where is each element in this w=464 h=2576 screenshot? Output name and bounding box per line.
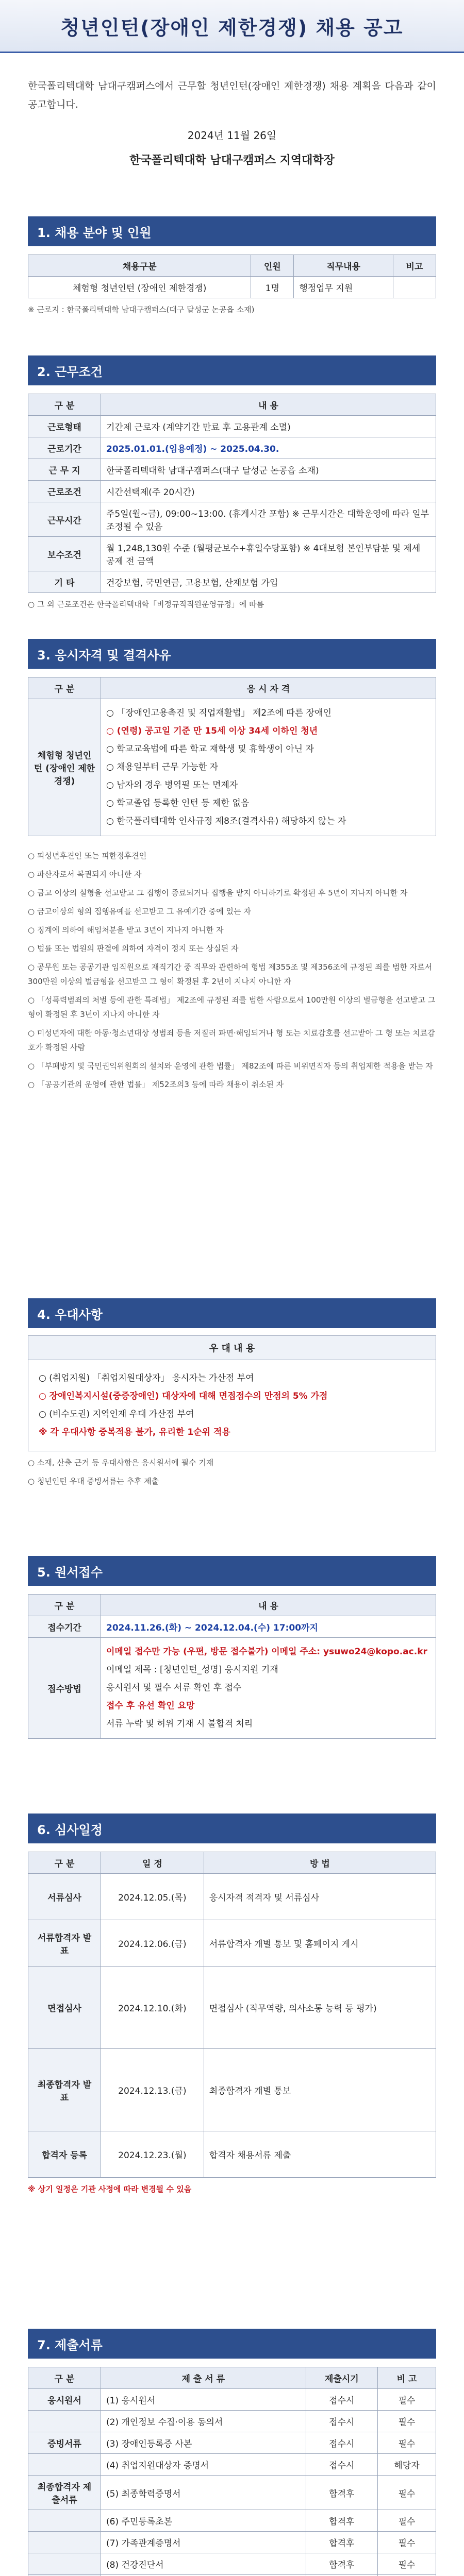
table-cell: 필수 bbox=[378, 2553, 436, 2575]
row-label: 접수기간 bbox=[28, 1616, 101, 1638]
table-cell: 합격후 bbox=[306, 2510, 377, 2532]
section-heading: 7. 제출서류 bbox=[28, 2329, 436, 2359]
table-cell: 필수 bbox=[378, 2532, 436, 2553]
table-cell: 필수 bbox=[378, 2432, 436, 2454]
list-item: 응시원서 및 필수 서류 확인 후 접수 bbox=[106, 1683, 242, 1693]
col-header: 인원 bbox=[251, 255, 294, 277]
table-cell: (4) 취업지원대상자 증명서 bbox=[101, 2454, 306, 2476]
col-header: 구 분 bbox=[28, 394, 101, 416]
row-label: 근로기간 bbox=[28, 437, 101, 459]
list-item: ○ 미성년자에 대한 아동·청소년대상 성범죄 등을 저질러 파면·해임되거나 형 또는 치료감호를 선고받아 그 형 또는 치료감호가 확정된 사람 bbox=[28, 1028, 435, 1052]
section-qualifications bbox=[28, 639, 436, 1092]
col-header: 비고 bbox=[393, 255, 436, 277]
list-item: ○ 피성년후견인 또는 피한정후견인 bbox=[28, 851, 147, 860]
list-item: ○ 청년인턴 우대 증빙서류는 추후 제출 bbox=[28, 1477, 159, 1486]
table-cell: 2024.12.23.(월) bbox=[101, 2131, 204, 2178]
table-cell: 합격후 bbox=[306, 2476, 377, 2510]
section-heading: 5. 원서접수 bbox=[28, 1556, 436, 1586]
list-item: ○ 장애인복지시설(중증장애인) 대상자에 대해 면접점수의 만점의 5% 가점 bbox=[39, 1391, 328, 1401]
table-cell: (8) 건강진단서 bbox=[101, 2553, 306, 2575]
table-cell: 2025.01.01.(임용예정) ~ 2025.04.30. bbox=[101, 437, 436, 459]
table-cell bbox=[393, 277, 436, 298]
issuer-name: 한국폴리텍대학 남대구캠퍼스 지역대학장 bbox=[129, 154, 335, 167]
table-cell: (2) 개인정보 수집·이용 동의서 bbox=[101, 2411, 306, 2432]
table-cell: 접수시 bbox=[306, 2432, 377, 2454]
col-header: 응 시 자 격 bbox=[101, 677, 436, 699]
col-header: 구 분 bbox=[28, 1595, 101, 1616]
col-header: 내 용 bbox=[101, 1595, 436, 1616]
table-cell: 1명 bbox=[251, 277, 294, 298]
row-label bbox=[28, 2510, 101, 2532]
row-label bbox=[28, 2532, 101, 2553]
list-item: ※ 각 우대사항 중복적용 불가, 유리한 1순위 적용 bbox=[39, 1427, 230, 1437]
table-cell: (5) 최종학력증명서 bbox=[101, 2476, 306, 2510]
list-item: 서류 누락 및 허위 기재 시 불합격 처리 bbox=[106, 1719, 253, 1729]
list-item: ○ 「부패방지 및 국민권익위원회의 설치와 운영에 관한 법률」 제82조에 따른 비위면직자 등의 취업제한 적용을 받는 자 bbox=[28, 1061, 433, 1071]
announcement-date: 2024년 11월 26일 bbox=[187, 129, 277, 142]
box-heading: 우 대 내 용 bbox=[28, 1335, 436, 1360]
documents-table bbox=[28, 2367, 436, 2576]
row-label bbox=[28, 2454, 101, 2476]
section-conditions bbox=[28, 355, 436, 612]
section-heading: 6. 심사일정 bbox=[28, 1814, 436, 1843]
list-item: ○ 금고 이상의 실형을 선고받고 그 집행이 종료되거나 집행을 받지 아니하기로 확정된 후 5년이 지나지 아니한 자 bbox=[28, 888, 408, 897]
row-label: 근로조건 bbox=[28, 481, 101, 502]
col-header: 구 분 bbox=[28, 2367, 101, 2389]
list-item: ○ 금고이상의 형의 집행유예를 선고받고 그 유예기간 중에 있는 자 bbox=[28, 907, 251, 916]
row-label: 보수조건 bbox=[28, 537, 101, 571]
table-cell: 합격자 채용서류 제출 bbox=[204, 2131, 436, 2178]
conditions-table bbox=[28, 394, 436, 593]
table-cell: 건강보험, 국민연금, 고용보험, 산재보험 가입 bbox=[101, 571, 436, 593]
row-label: 근무시간 bbox=[28, 502, 101, 537]
table-cell: 합격후 bbox=[306, 2532, 377, 2553]
row-label bbox=[28, 2411, 101, 2432]
list-item: ○ 파산자로서 복권되지 아니한 자 bbox=[28, 870, 142, 879]
list-item: ○ 남자의 경우 병역필 또는 면제자 bbox=[106, 780, 238, 790]
table-cell: (7) 가족관계증명서 bbox=[101, 2532, 306, 2553]
list-item: ○ 「장애인고용촉진 및 직업재활법」 제2조에 따른 장애인 bbox=[106, 708, 332, 718]
row-label: 서류심사 bbox=[28, 1874, 101, 1920]
page-title: 청년인턴(장애인 제한경쟁) 채용 공고 bbox=[0, 0, 464, 53]
section-positions bbox=[28, 216, 436, 317]
table-cell: 월 1,248,130원 수준 (월평균보수+휴일수당포함) ※ 4대보험 본인부담분 및 제세 공제 전 금액 bbox=[101, 537, 436, 571]
table-cell: 합격후 bbox=[306, 2553, 377, 2575]
row-label: 합격자 등록 bbox=[28, 2131, 101, 2178]
intro-text: 한국폴리텍대학 남대구캠퍼스에서 근무할 청년인턴(장애인 제한경쟁) 채용 계획을 다음과 같이 공고합니다. bbox=[28, 80, 436, 110]
section-heading: 3. 응시자격 및 결격사유 bbox=[28, 639, 436, 669]
table-cell: (1) 응시원서 bbox=[101, 2389, 306, 2411]
table-cell: 면접심사 (직무역량, 의사소통 능력 등 평가) bbox=[204, 1967, 436, 2049]
table-cell: 접수시 bbox=[306, 2389, 377, 2411]
col-header: 비 고 bbox=[378, 2367, 436, 2389]
list-item: 이메일 제목 : [청년인턴_성명] 응시지원 기재 bbox=[106, 1665, 278, 1675]
table-cell: 2024.12.13.(금) bbox=[101, 2049, 204, 2131]
table-cell: 2024.12.05.(목) bbox=[101, 1874, 204, 1920]
list-item: ○ 채용일부터 근무 가능한 자 bbox=[106, 762, 219, 772]
table-cell: 행정업무 지원 bbox=[294, 277, 393, 298]
application-table bbox=[28, 1594, 436, 1739]
table-cell: 필수 bbox=[378, 2411, 436, 2432]
table-cell: 2024.12.06.(금) bbox=[101, 1920, 204, 1967]
row-label: 서류합격자 발표 bbox=[28, 1920, 101, 1967]
section-heading: 4. 우대사항 bbox=[28, 1298, 436, 1328]
table-cell: 필수 bbox=[378, 2476, 436, 2510]
table-cell: 서류합격자 개별 통보 및 홈페이지 게시 bbox=[204, 1920, 436, 1967]
list-item: ○ 학교교육법에 따른 학교 재학생 및 휴학생이 아닌 자 bbox=[106, 744, 314, 754]
section-application bbox=[28, 1556, 436, 1739]
row-label: 기 타 bbox=[28, 571, 101, 593]
row-label: 근로형태 bbox=[28, 416, 101, 437]
section-documents bbox=[28, 2329, 436, 2576]
table-cell: 체험형 청년인턴 (장애인 제한경쟁) bbox=[28, 277, 251, 298]
section-heading: 1. 채용 분야 및 인원 bbox=[28, 216, 436, 246]
row-label bbox=[28, 2553, 101, 2575]
list-item: ○ 징계에 의하여 해임처분을 받고 3년이 지나지 아니한 자 bbox=[28, 925, 224, 935]
col-header: 방 법 bbox=[204, 1852, 436, 1874]
table-cell: 주5일(월~금), 09:00~13:00. (휴게시간 포함) ※ 근무시간은 대학운영에 따라 일부 조정될 수 있음 bbox=[101, 502, 436, 537]
list-item: ○ 「공공기관의 운영에 관한 법률」 제52조의3 등에 따라 채용이 취소된 자 bbox=[28, 1080, 284, 1089]
row-label: 응시원서 bbox=[28, 2389, 101, 2411]
section-schedule bbox=[28, 1814, 436, 2196]
table-cell: 접수시 bbox=[306, 2454, 377, 2476]
row-label: 최종합격자 발표 bbox=[28, 2049, 101, 2131]
conditions-note: ○ 그 외 근로조건은 한국폴리텍대학「비정규직직원운영규정」에 따름 bbox=[28, 600, 264, 609]
list-item: ○ 공무원 또는 공공기관 임직원으로 재직기간 중 직무와 관련하여 형법 제355조 및 제356조에 규정된 죄를 범한 자로서 300만원 이상의 벌금형을 선고받고 그 형이 확정된 후 2년이 지나지 아니한 자 bbox=[28, 962, 433, 986]
email-info: 이메일 접수만 가능 (우편, 방문 접수불가) 이메일 주소: ysuwo24@kopo.ac.kr bbox=[106, 1647, 427, 1657]
schedule-table bbox=[28, 1852, 436, 2178]
table-cell: 응시자격 적격자 및 서류심사 bbox=[204, 1874, 436, 1920]
col-header: 구 분 bbox=[28, 677, 101, 699]
row-label: 증빙서류 bbox=[28, 2432, 101, 2454]
list-item: ○ 학교졸업 등록한 인턴 등 제한 없음 bbox=[106, 798, 250, 808]
schedule-note: ※ 상기 일정은 기관 사정에 따라 변경될 수 있음 bbox=[28, 2184, 192, 2194]
worksite-note: ※ 근로지 : 한국폴리텍대학 남대구캠퍼스(대구 달성군 논공읍 소재) bbox=[28, 305, 255, 314]
section-preferences bbox=[28, 1298, 436, 1488]
list-item: ○ 소재, 산출 근거 등 우대사항은 응시원서에 필수 기재 bbox=[28, 1458, 214, 1467]
table-cell: 2024.12.10.(화) bbox=[101, 1967, 204, 2049]
table-cell: 필수 bbox=[378, 2389, 436, 2411]
row-label: 접수방법 bbox=[28, 1638, 101, 1739]
table-cell: (6) 주민등록초본 bbox=[101, 2510, 306, 2532]
row-label: 면접심사 bbox=[28, 1967, 101, 2049]
row-label: 체험형 청년인턴 (장애인 제한경쟁) bbox=[28, 699, 101, 836]
table-cell: 기간제 근로자 (계약기간 만료 후 고용관계 소멸) bbox=[101, 416, 436, 437]
row-label: 근 무 지 bbox=[28, 459, 101, 481]
section-heading: 2. 근무조건 bbox=[28, 355, 436, 385]
list-item: ○ (취업지원) 「취업지원대상자」 응시자는 가산점 부여 bbox=[39, 1373, 254, 1383]
list-item: ○ (연령) 공고일 기준 만 15세 이상 34세 이하인 청년 bbox=[106, 726, 318, 736]
positions-table bbox=[28, 255, 436, 298]
list-item: 접수 후 유선 확인 요망 bbox=[106, 1701, 195, 1711]
table-cell: 2024.11.26.(화) ~ 2024.12.04.(수) 17:00까지 bbox=[101, 1616, 436, 1638]
qualifications-table bbox=[28, 677, 436, 836]
list-item: ○ 「성폭력범죄의 처벌 등에 관한 특례법」 제2조에 규정된 죄를 범한 사람으로서 100만원 이상의 벌금형을 선고받고 그 형이 확정된 후 3년이 지나지 아니한 자 bbox=[28, 995, 436, 1019]
table-cell: 해당자 bbox=[378, 2454, 436, 2476]
col-header: 직무내용 bbox=[294, 255, 393, 277]
table-cell: 접수시 bbox=[306, 2411, 377, 2432]
col-header: 일 정 bbox=[101, 1852, 204, 1874]
col-header: 내 용 bbox=[101, 394, 436, 416]
table-cell: 최종합격자 개별 통보 bbox=[204, 2049, 436, 2131]
col-header: 채용구분 bbox=[28, 255, 251, 277]
list-item: ○ 한국폴리텍대학 인사규정 제8조(결격사유) 해당하지 않는 자 bbox=[106, 816, 346, 826]
table-cell: 한국폴리텍대학 남대구캠퍼스(대구 달성군 논공읍 소재) bbox=[101, 459, 436, 481]
row-label: 최종합격자 제출서류 bbox=[28, 2476, 101, 2510]
table-cell: (3) 장애인등록증 사본 bbox=[101, 2432, 306, 2454]
preferences-box bbox=[28, 1360, 436, 1451]
col-header: 제출시기 bbox=[306, 2367, 377, 2389]
list-item: ○ (비수도권) 지역인재 우대 가산점 부여 bbox=[39, 1409, 194, 1419]
table-cell: 필수 bbox=[378, 2510, 436, 2532]
list-item: ○ 법률 또는 법원의 판결에 의하여 자격이 정지 또는 상실된 자 bbox=[28, 944, 239, 953]
col-header: 제 출 서 류 bbox=[101, 2367, 306, 2389]
col-header: 구 분 bbox=[28, 1852, 101, 1874]
table-cell: 시간선택제(주 20시간) bbox=[101, 481, 436, 502]
